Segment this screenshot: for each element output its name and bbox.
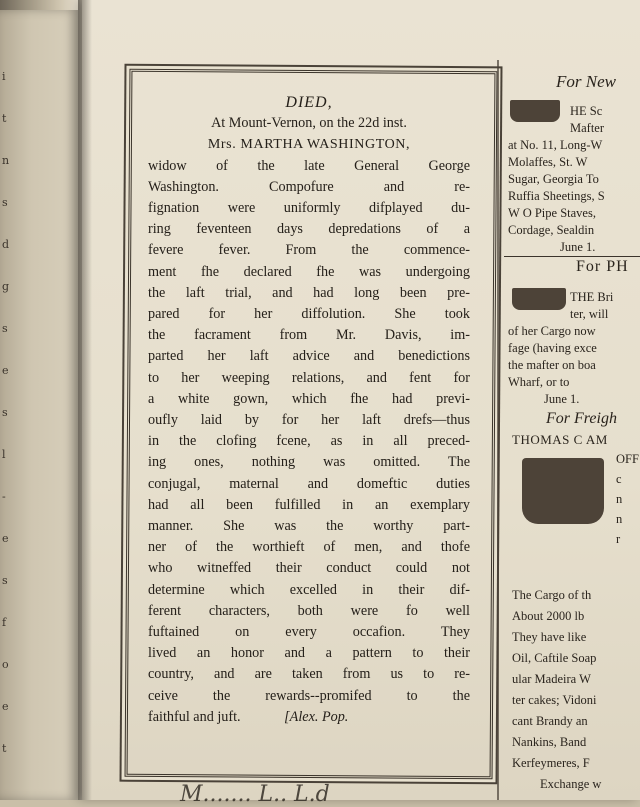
left-page-fragment: d	[2, 238, 10, 251]
ad-text-line: They have like	[512, 630, 587, 644]
ship-icon	[512, 288, 566, 310]
ad-text-line: Sugar, Georgia To	[508, 172, 599, 186]
column-rule	[497, 60, 499, 800]
left-page-fragment: o	[2, 658, 9, 671]
left-page-fragment: s	[2, 322, 8, 335]
obituary-body-line: Washington. Compofure and re-	[148, 178, 470, 195]
ad-heading-2: For PH	[576, 258, 629, 275]
obituary-body-line: pared for her diffolution. She took	[148, 306, 470, 323]
ad-text-line: OFF	[616, 452, 639, 466]
left-page-edge	[0, 10, 78, 800]
ad-text-line: c	[616, 472, 622, 486]
obituary-body-line: conjugal, maternal and domeftic duties	[148, 475, 470, 492]
left-page-fragment: -	[2, 490, 6, 503]
obituary-final-text: faithful and juft.	[148, 708, 241, 725]
ad-heading-1: For New	[556, 72, 616, 91]
ad-text-line: About 2000 lb	[512, 609, 585, 623]
obituary-body-line: ceive the rewards--promifed to the	[148, 687, 470, 704]
obituary-body-line: fuftained on every occafion. They	[148, 624, 470, 641]
left-page-fragment: s	[2, 574, 8, 587]
obituary-body-line: fevere fever. From the commence-	[148, 242, 470, 259]
ad-text-line: Mafter	[570, 121, 605, 135]
obituary-body-line: fignation were uniformly difplayed du-	[148, 200, 470, 217]
obituary-notice	[148, 92, 470, 728]
obituary-body	[148, 156, 470, 707]
obituary-place-line: At Mount-Vernon, on the 22d inst.	[211, 115, 407, 132]
ad-text-line: Oil, Caftile Soap	[512, 651, 597, 665]
ad-text-line: Exchange w	[540, 777, 602, 791]
ad-text-line: W O Pipe Staves,	[508, 206, 596, 220]
obituary-body-line: to her weeping relations, and fent for	[148, 369, 470, 386]
obituary-body-line: had all been fulfilled in an exemplary	[148, 496, 470, 513]
ad-text-line: THE Bri	[570, 290, 614, 304]
ad-text-line: n	[616, 492, 623, 506]
obituary-body-line: a white gown, which fhe had previ-	[148, 390, 470, 407]
obituary-body-line: ring feventeen days depredations of a	[148, 221, 470, 238]
obituary-name: Mrs. MARTHA WASHINGTON,	[207, 137, 411, 153]
obituary-body-line: widow of the late General George	[148, 157, 470, 174]
bottom-cut-off-text: M....... L.. L.d	[180, 782, 330, 807]
ad-text-line: Wharf, or to	[508, 375, 570, 389]
ship-icon	[510, 100, 560, 122]
obituary-body-line: who witneffed their conduct could not	[148, 560, 470, 577]
ad-merchant-name: THOMAS C AM	[512, 432, 608, 447]
obituary-body-line: the laft trial, and had long been pre-	[148, 284, 470, 301]
ad-text-line: Molaffes, St. W	[508, 155, 588, 169]
ad-text-line: Nankins, Band	[512, 735, 587, 749]
left-page-fragment: i	[2, 70, 6, 83]
obituary-body-line: country, and are taken from us to re-	[148, 666, 470, 683]
left-page-fragment: t	[2, 742, 7, 755]
obituary-body-line: ing ones, nothing was omitted. The	[148, 454, 470, 471]
ad-text-line: r	[616, 532, 621, 546]
ad-text-line: June 1.	[560, 240, 596, 254]
ad-text-line: ter cakes; Vidoni	[512, 693, 597, 707]
obituary-body-line: in the clofing fcene, as in all preced-	[148, 433, 470, 450]
ad-text-line: Cordage, Sealdin	[508, 223, 595, 237]
obituary-body-line: the facrament from Mr. Davis, im-	[148, 327, 470, 344]
left-page-fragment: g	[2, 280, 10, 293]
left-page-fragment: e	[2, 364, 9, 377]
left-page-fragment: f	[2, 616, 7, 629]
ad-text-line: fage (having exce	[508, 341, 597, 355]
obituary-body-line: ner of the worthieft of men, and thofe	[148, 539, 470, 556]
ad-text-line: June 1.	[544, 392, 580, 406]
right-column-advertisements	[504, 60, 640, 800]
left-page-fragment: t	[2, 112, 7, 125]
obituary-body-line: parted her laft advice and benedictions	[148, 348, 470, 365]
ad-text-line: ular Madeira W	[512, 672, 591, 686]
ad-text-line: n	[616, 512, 623, 526]
ad-text-line: Kerfeymeres, F	[512, 756, 590, 770]
ship-icon	[522, 458, 604, 524]
obituary-body-line: oufly laid by for her laft drefs—thus	[148, 412, 470, 429]
page-fold-shadow	[78, 0, 92, 800]
ad-text-line: ter, will	[570, 307, 609, 321]
obituary-body-line: determine which excelled in their dif-	[148, 581, 470, 598]
left-page-fragment: e	[2, 700, 9, 713]
left-page-fragment: l	[2, 448, 6, 461]
obituary-body-line: ment fhe declared fhe was undergoing	[148, 263, 470, 280]
obituary-body-line: lived an honor and a pattern to their	[148, 645, 470, 662]
left-page-fragment: n	[2, 154, 10, 167]
ad-text-line: at No. 11, Long-W	[508, 138, 603, 152]
obituary-body-line: manner. She was the worthy part-	[148, 518, 470, 535]
ad-text-line: cant Brandy an	[512, 714, 588, 728]
ad-text-line: The Cargo of th	[512, 588, 592, 602]
ad-text-line: the mafter on boa	[508, 358, 596, 372]
obituary-body-line: ferent characters, both were fo well	[148, 602, 470, 619]
obituary-final-line	[148, 707, 470, 728]
ad-text-line: HE Sc	[570, 104, 603, 118]
ad-heading-3: For Freigh	[546, 410, 617, 427]
left-page-fragment: s	[2, 406, 8, 419]
ad-divider	[504, 256, 640, 257]
obituary-heading: DIED,	[285, 94, 333, 111]
ad-text-line: Ruffia Sheetings, S	[508, 189, 605, 203]
left-page-fragment: e	[2, 532, 9, 545]
obituary-attribution: [Alex. Pop.	[284, 708, 349, 725]
left-page-fragment: s	[2, 196, 8, 209]
ad-text-line: of her Cargo now	[508, 324, 596, 338]
